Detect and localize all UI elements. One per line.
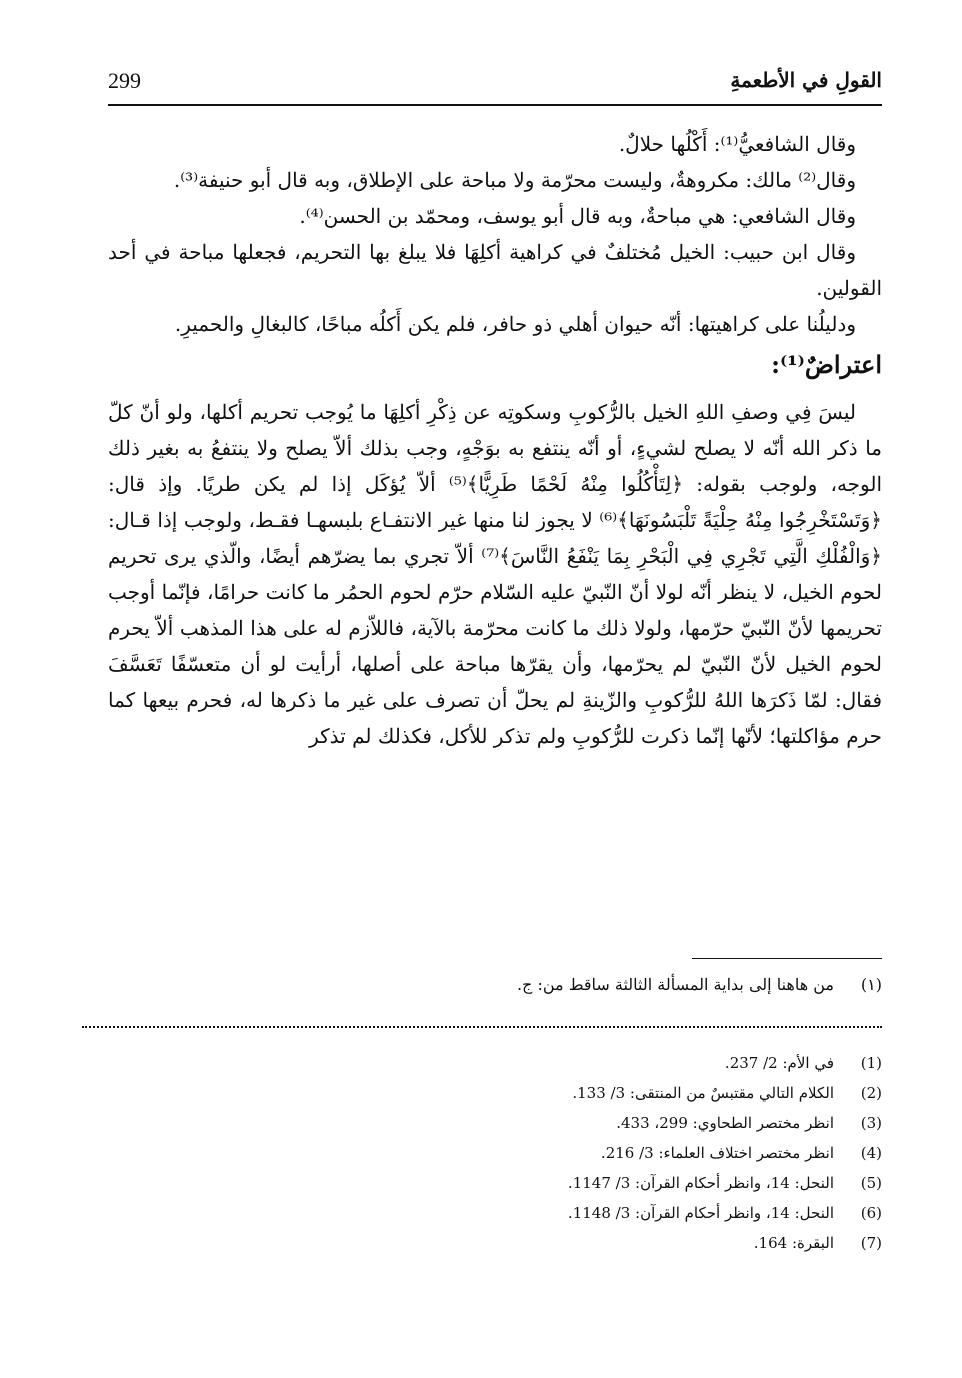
footnote-number: (7): [860, 1234, 882, 1252]
page-header: [108, 68, 882, 104]
paragraph-6: ليسَ فِي وصفِ اللهِ الخيل بالرُّكوبِ وسكوتِه عن ذِكْرِ أكلِهَا ما يُوجب تحريم أكلها، ولو أنّ كلّ ما ذكر الله أنّه لا يصلح لشيءٍ، أو أنّه ينتفع به بوَجْهٍ، وجب بذلك ألاّ يصلح ولا ينتفعُ به بغير ذلك الوجه، ولوجب بقوله: ﴿لِتَأْكُلُوا مِنْهُ لَحْمًا طَرِيًّا﴾⁽⁵⁾ ألاّ يُؤكَل إذا لم يكن طريًا. وإذ قال: ﴿وَتَسْتَخْرِجُوا مِنْهُ حِلْيَةً تَلْبَسُونَهَا﴾⁽⁶⁾ لا يجوز لنا منها غير الانتفـاع بلبسهـا فقـط، ولوجب إذا قـال: ﴿وَالْفُلْكِ الَّتِي تَجْرِي فِي الْبَحْرِ بِمَا يَنْفَعُ النَّاسَ﴾⁽⁷⁾ ألاّ تجري بما يضرّهم أيضًا، والّذي يرى تحريم لحوم الخيل، لا ينظر أنّه لولا أنّ النّبيّ عليه السّلام حرّم لحوم الحمُر ما كانت حرامًا، فإنّما أوجب تحريمها لأنّ النّبيّ حرّمها، ولولا ذلك ما كانت محرّمة بالآية، فاللاّزم له على هذا المذهب ألاّ يحرم لحوم الخيل لأنّ النّبيّ لم يحرّمها، وأن يقرّها مباحة على أصلها، أرأيت لو أن متعسّفًا تَعَسَّفَ فقال: لمّا ذَكرَها اللهُ للرُّكوبِ والزّينةِ لم يحلّ أن تصرف على غير ما ذكرها له، فحرم بيعها كما حرم مؤاكلتها؛ لأنّها إنّما ذكرت للرُّكوبِ ولم تذكر للأكل، فكذلك لم تذكر: [108, 400, 883, 748]
header-rule: [108, 104, 882, 106]
paragraph-4: وقال ابن حبيب: الخيل مُختلفٌ في كراهية أكلِهَا فلا يبلغ بها التحريم، فجعلها مباحة في أحد القولين.: [108, 240, 882, 300]
footnote-number: (4): [860, 1144, 882, 1162]
paragraph-1: وقال الشافعيُّ⁽¹⁾: أَكْلُها حلالٌ.: [618, 132, 856, 156]
section-heading: اعتراضٌ⁽¹⁾:: [771, 350, 882, 379]
footnote-2: [108, 1078, 882, 1108]
page-number: 299: [108, 68, 141, 93]
footnote-text: انظر مختصر الطحاوي: 299، 433.: [616, 1114, 834, 1132]
editor-note: [108, 970, 882, 1000]
footnotes: [108, 1048, 882, 1258]
footnote-text: النحل: 14، وانظر أحكام القرآن: 3/ 1147.: [567, 1174, 834, 1192]
footnote-4: [108, 1138, 882, 1168]
footnote-separator: [692, 958, 882, 959]
footnote-number: (5): [860, 1174, 882, 1192]
footnote-text: البقرة: 164.: [753, 1234, 834, 1252]
footnote-text: انظر مختصر اختلاف العلماء: 3/ 216.: [600, 1144, 834, 1162]
footnote-7: [108, 1228, 882, 1258]
running-title: القولِ في الأطعمةِ: [730, 68, 882, 92]
footnote-text: النحل: 14، وانظر أحكام القرآن: 3/ 1148.: [567, 1204, 834, 1222]
paragraph-5: ودليلُنا على كراهيتها: أنّه حيوان أهلي ذو حافر، فلم يكن أَكلُه مباحًا، كالبغالِ والحميرِ.: [174, 312, 856, 336]
editor-note-text: من هاهنا إلى بداية المسألة الثالثة ساقط من: ج.: [516, 975, 834, 994]
footnote-1: [108, 1048, 882, 1078]
footnote-text: في الأم: 2/ 237.: [724, 1054, 834, 1072]
editor-note-item: [108, 970, 882, 1000]
footnote-number: (6): [860, 1204, 882, 1222]
footnote-5: [108, 1168, 882, 1198]
dotted-separator: [82, 1026, 882, 1028]
footnote-number: (2): [860, 1084, 882, 1102]
footnote-3: [108, 1108, 882, 1138]
main-text: [108, 126, 882, 754]
footnote-text: الكلام التالي مقتبسٌ من المنتقى: 3/ 133.: [572, 1084, 834, 1102]
footnote-number: (1): [860, 1054, 882, 1072]
paragraph-3: وقال الشافعي: هي مباحةٌ، وبه قال أبو يوسف، ومحمّد بن الحسن⁽⁴⁾.: [299, 204, 856, 228]
paragraph-2: وقال⁽²⁾ مالك: مكروهةٌ، وليست محرّمة ولا مباحة على الإطلاق، وبه قال أبو حنيفة⁽³⁾.: [173, 168, 856, 192]
editor-note-number: (١): [860, 975, 882, 994]
footnote-6: [108, 1198, 882, 1228]
footnote-number: (3): [860, 1114, 882, 1132]
